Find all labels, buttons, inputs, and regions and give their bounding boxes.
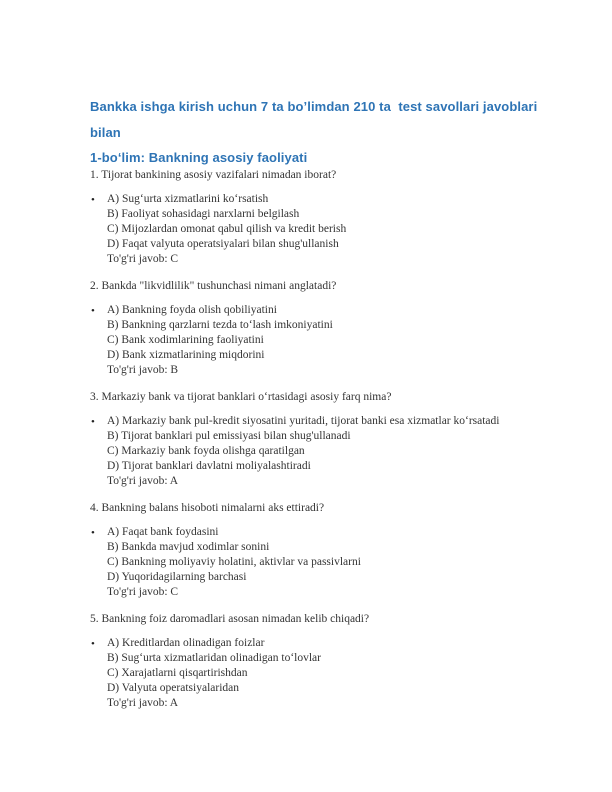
option-line: D) Faqat valyuta operatsiyalari bilan shug'ullanish [107, 238, 339, 250]
option-line: C) Bankning moliyaviy holatini, aktivlar va passivlarni [107, 556, 361, 568]
option-line: B) Tijorat banklari pul emissiyasi bilan shug'ullanadi [107, 430, 351, 442]
answer-line: To'g'ri javob: A [107, 697, 179, 709]
options-group [90, 525, 592, 600]
option-line: C) Bank xodimlarining faoliyatini [107, 334, 264, 346]
answer-line: To'g'ri javob: B [107, 364, 179, 376]
option-line: C) Xarajatlarni qisqartirishdan [107, 667, 248, 679]
option-line: B) Bankning qarzlarni tezda to‘lash imkoniyatini [107, 319, 333, 331]
section-heading: 1-bo‘lim: Bankning asosiy faoliyati [90, 150, 308, 165]
question-block [90, 500, 592, 600]
option-line: A) Markaziy bank pul-kredit siyosatini yuritadi, tijorat banki esa xizmatlar ko‘rsatadi [107, 415, 500, 427]
option-lines [107, 414, 592, 489]
options-group [90, 414, 592, 489]
option-lines [107, 636, 592, 711]
question-block [90, 389, 592, 489]
document-title-line-1: Bankka ishga kirish uchun 7 ta bo’limdan 210 ta test savollari javoblari [90, 99, 538, 114]
question-block [90, 278, 592, 378]
bullet-icon: • [91, 527, 95, 539]
option-lines [107, 525, 592, 600]
question-text: 5. Bankning foiz daromadlari asosan nimadan kelib chiqadi? [90, 613, 370, 625]
answer-line: To'g'ri javob: C [107, 586, 179, 598]
options-group [90, 303, 592, 378]
option-line: B) Sug‘urta xizmatlaridan olinadigan to‘lovlar [107, 652, 321, 664]
option-line: A) Sug‘urta xizmatlarini ko‘rsatish [107, 193, 269, 205]
document-title-line-2: bilan [90, 125, 121, 140]
question-text: 2. Bankda "likvidlilik" tushunchasi nimani anglatadi? [90, 280, 337, 292]
option-line: B) Faoliyat sohasidagi narxlarni belgilash [107, 208, 300, 220]
question-text: 4. Bankning balans hisoboti nimalarni aks ettiradi? [90, 502, 325, 514]
question-block [90, 611, 592, 711]
option-lines [107, 303, 592, 378]
document-title [90, 94, 592, 146]
option-lines [107, 192, 592, 267]
option-line: C) Markaziy bank foyda olishga qaratilgan [107, 445, 305, 457]
option-line: C) Mijozlardan omonat qabul qilish va kredit berish [107, 223, 347, 235]
option-line: B) Bankda mavjud xodimlar sonini [107, 541, 270, 553]
option-line: A) Kreditlardan olinadigan foizlar [107, 637, 265, 649]
answer-line: To'g'ri javob: C [107, 253, 179, 265]
option-line: A) Bankning foyda olish qobiliyatini [107, 304, 277, 316]
bullet-icon: • [91, 194, 95, 206]
option-line: A) Faqat bank foydasini [107, 526, 219, 538]
question-block [90, 167, 592, 267]
question-text: 3. Markaziy bank va tijorat banklari o‘rtasidagi asosiy farq nima? [90, 391, 392, 403]
options-group [90, 192, 592, 267]
option-line: D) Tijorat banklari davlatni moliyalashtiradi [107, 460, 311, 472]
options-group [90, 636, 592, 711]
answer-line: To'g'ri javob: A [107, 475, 179, 487]
option-line: D) Yuqoridagilarning barchasi [107, 571, 247, 583]
question-text: 1. Tijorat bankining asosiy vazifalari nimadan iborat? [90, 169, 337, 181]
option-line: D) Bank xizmatlarining miqdorini [107, 349, 265, 361]
option-line: D) Valyuta operatsiyalaridan [107, 682, 239, 694]
bullet-icon: • [91, 638, 95, 650]
bullet-icon: • [91, 416, 95, 428]
bullet-icon: • [91, 305, 95, 317]
question-list [90, 167, 592, 711]
